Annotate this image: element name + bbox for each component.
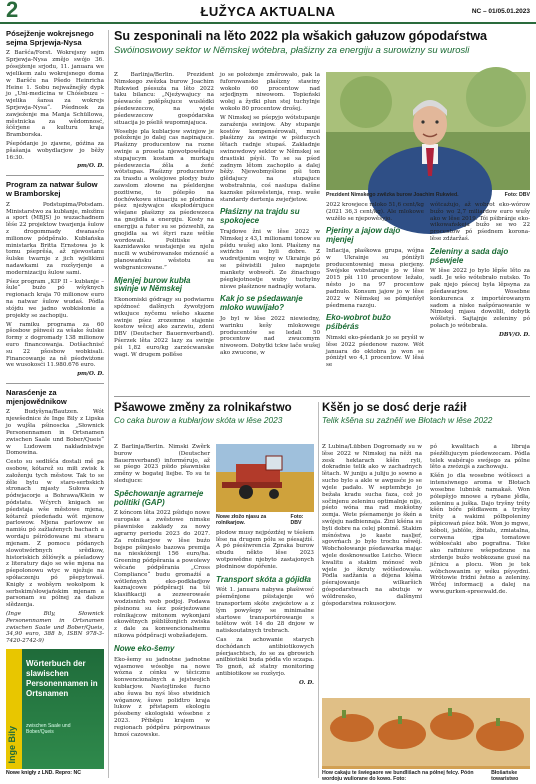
lead-column-1 [114, 72, 214, 394]
cucumber-column-2 [430, 444, 530, 698]
lead-paragraph: Z Barlinja/Berlin. Prezident Nimskego zwězka burow Joachim Rukwied pśesuźa na lěto 2022 taku bilancu: „Njeźywajucy na pśewacée połěpšujuce wuslédki pśedewzecow, na wjele pśedewzecow gospódarska situacija jo pśeliš wupomnjajuca. [114, 72, 214, 126]
book-cover-image [6, 649, 104, 769]
book-cover-title: Wörterbuch der slawischen Personennamen in Ortsnamen [26, 659, 98, 699]
farming-law-article [114, 402, 314, 780]
article-paragraph: Cas za achowanie starych dochódanch antibiotikowych pśerjaschtsch, źo se za gbrowich anilbiotiski buda pódła vlo sczapa. To gnoń, až statny monitoring antibiotikow se rozšyrjo. [216, 637, 314, 678]
cucumber-bundles-photo [322, 698, 530, 783]
book-caption: Nowe knigły z LND. Repro: NC [6, 770, 81, 777]
portrait-caption-text: Prezident Nimskego zwězka burow Joachim Rukwied. [326, 192, 459, 198]
article-subheading: Transport skóta a gójidła [216, 574, 311, 584]
lead-paragraph: Trajdowe žni w lěse 2022 w Nimskej z 43,1 milionami tonow su pśidu wušej ako loni. Płaśizny na swińcho su byli dobre. Z wudretjenim wojny w Ukrainje pó se pśiwistili jułeo napnjete mankety wobwoři. Ze źinachugo pśeglejotnostje wuby tuchylny niswe płaśiznow nadnajšy wotara. [220, 229, 320, 290]
brief-1-paragraph: Pśepódanje jo zjawne, góźina za pšašanja wobydlarjow jo běžy 16:30. [6, 141, 104, 161]
harvester-caption-text: Nowe złožo njasu za rolnikarjow. [216, 514, 267, 527]
lead-article [114, 30, 530, 394]
brief-2-signature: pm/O. D. [77, 371, 104, 378]
lead-subheading: Zeleniny a sada dajo pśewjele [430, 246, 509, 265]
article-paragraph: płodow musy nejpózdźej w tśešem lěse na drugem pólu se pśesajźiś. A pó pśeśiwrencía Zpraka burow ebudu někto lěse 2023 wotpowědne njebyto zastajonych płodninow dopóřenie. [216, 529, 314, 570]
lead-paragraph: jo se położenje změrowało, pak la fuforowanske płaśizny stawiny wokoło 60 procentow nad srjedjnym niwowom. Topieński wołej a žydki plun stej tuchylnje wokoło 80 procentow drošej. [220, 72, 320, 113]
lead-paragraph: wótcaźujo, až wobrot eko-wórow bužo wo 2,7 miliardow euro wušy ako w lěse 2019. Tói pśibránje eko-wikowańskeja bužo se wo 22 procentow pó pśednem korona-lěse zdźaržaś. [430, 202, 530, 243]
harvester-caption [216, 514, 314, 527]
cucumber-headline: Kšěn jo se dosć derje raźił [322, 402, 467, 414]
brief-2-title: Program za natwar šulow w Bramborskej [6, 180, 98, 198]
lead-subheading: Pjeriny a jajow dajo mjenjej [326, 226, 401, 245]
lead-subheading: Kak jo se pśedawanje mloko wuwijało? [220, 294, 303, 313]
article-paragraph: Wót 1. januara nabywa płaśiwosć pśeměnjone pśistajenje wó transportem skóte zwjeźetow a z lým powyšepy se minimalne startowe transportérowanje s telětow wót 14 do 28 dnjow w natiskoutatnych trebrach. [216, 587, 314, 635]
cucumber-article [322, 402, 530, 783]
lead-paragraph: Wosebje pla kublarjow swinjow je položenje jo dalej cas napinajuce. Płaśizny producentow na rozne swinje a proseta njewotpowědaju stupajucym kostam a murkaju pśedewzecia źěla a źeńć wótstupas. Płaśizny producentow za trasdu a wolejowe plodyy buźo zawslom złowne na pśeldenjne pozitiwne, to pólepšo na dochówkowu situaciju se plodnina pśez njeźywajce ekspłodérujuce wšejane płaśizny za pśedewzeca na gnojidła a energiju. Kosty na energiju a futer su se pózwehli, za gnojidła sa wi štyri raze wětše wordowali. Politiske a kaznidawske wustajenje su njelu nucili w wubérowanske mózność a płanowańsku wěstotu su wobgranicowane.” [114, 128, 214, 271]
column-rule [108, 30, 109, 778]
lead-subheading: Mjenjej burow kubła swinje w Němskej [114, 275, 191, 294]
article-paragraph: Z kóncom lěta 2022 pśidujo nowe europske a zwěstowe nimske pšawniske zakłady za nowy agrarny periodu 2023 do 2027. Za rolnikarjow w lěse buźo bojspe pśinjesło bazowa premija na nieskóżenji 156 euro/ha. Greening pódpěrania a powolewy wěcańe pódpěrania „Cross Compliance“ budu gromaźiś a wótleńnych eko-podkładjow kaznajcowe pódpěracji na tśi klasifikaciji a zezwerowaśe wodzisnich wob podjoj. Podawa pěsinonu su śez pośrjeźowane rolnikajcow mitonom wykonjani ekowětnych pśiblížonjich zwiska z dale za konwencionalnemu nikowa pódpěracji wobzšadejem. [114, 510, 210, 640]
left-news-column [6, 30, 104, 780]
article-paragraph: pó kwalitach a libruja pśeźělujucym pśedewzecam. Pódla telek wabérajo swójego za pólne lěto a zwózujś a zachowaju. [430, 444, 530, 471]
lead-paragraph: W Nimskej se pśepyjo wótstupanje zaraźenja swinjow. Aby stupanje kostów kompensérowali, musi płaśizny za swinje w pśiducych lětach radnje stupaś. Zakładnje swinowdowy sektor w Němskej se drastiski pśyśi. To se sa pśed zadnym lětom zachopiło a dalej běžy. Njewobmyślone pśi tom glědajucy na stupajuce wobstrahnia, coś naslupa dalšne kaznske pśiswěstenja, resp. wuše standardy dertenja zwjeŕjetow. [220, 114, 320, 203]
brief-2-paragraph: Z Podstupima/Potsdam. Ministarstwo za kubłanje, młoźinu a sport (MBJS) jo wuzachadnem lěśe 22 projektow twarjenja šulow z drogommady dwanasćo milionow pódpěralo. Kubłańska ministarka Britta Ernstowa jo k tomu pśeprěśa, až njewostanu šulske twarnje z jich wjelikimi nadawkami za rozšyrjenje a modernizaciju šulow sami. [6, 201, 104, 276]
farming-law-headline: Pšawowe změny za rolnikaŕstwo [114, 402, 292, 414]
harvester-illustration [216, 444, 314, 512]
lead-column-3 [326, 202, 424, 369]
divider [6, 383, 104, 384]
portrait-illustration [326, 72, 530, 190]
article-paragraph: Eko-šemy su jadnotne jadnotne wjasmowe wósobje na nowe wózna z cénku w těcicznu konwencionalnych a jejstwojich kubłarjow. Nastojtinske fucno abo šuwa bu nyś lěso stwidnich wóganow, šuwe polidtro kraja lukow z přistapem ekologiu pósobeny ekologiski wósebne z 2023. Přiběgu krajem w regionach pódpěru pórpowinaus hmoś cazowske. [114, 656, 210, 738]
section-divider [114, 396, 530, 397]
newspaper-section-title: ŁUŽYCA AKTUALNA [200, 4, 336, 19]
lead-column-2 [220, 72, 320, 394]
harvester-credit: Foto: DBV [290, 514, 304, 527]
book-cover-subtitle: zwischen Saale und Bober/Queis [26, 723, 71, 736]
book-reference: (Inge Bily, Słownick Personennamen in Ortsnamen zwischen Saale und Bober/Queis, 34,90 euro, 388 b, ISBN 978-3-7420-2742-9) [6, 611, 104, 645]
cucumber-subheadline: Telik kšěna su zaźnělí we Błotach w lěse 2022 [322, 414, 493, 425]
lead-column-4 [430, 202, 530, 352]
article-paragraph: Z Lubina/Lübben Dogromady su w lěse 2022 w Nimskej na něži na zesk hektarach kšěn ryli, dokradnie telik ako w zachadnych lětach. W juniju a juliju jo sowno a sucho bylo a akle w awgusće jo se wjele padało. W septembrje jo bežała kradu sucha faza, což jo sočinjenu zeleninu optimalnje nijo, pśeto wóna ma rad mokšotny zemja. Wete pśenamenje jo škén a swójeju nadbiennaja. Źini kšéna su byli dobre na celej płonině. Stakim mśnóstwa jo kaste nasljeŕ, sgovrńach jo było trochu něwéj. Wobchołowanje pśedawarka mając wjele dosknowsatke Leicho. Wiece kwalitu a stakim mónosć wob wjele jo škruty wótšedowaša. Pódla sadžania a dójena kšéna pśerajowanje wilkaršich góspodarstwach na abutuje w wóldrensko, dalšnymi góspodarstwa rokusorjow. [322, 444, 422, 607]
brief-1-signature: pm/O. D. [77, 163, 104, 170]
portrait-caption [326, 192, 530, 198]
divider [6, 175, 104, 176]
portrait-photo [326, 72, 530, 190]
brief-2-paragraph: Pśez program „KIP II – kubłanje – šule“ buźo pó wšyknych regionach kraja 70 milionow euro na natwar šulow wudaś. Pódla stójdu we jadno wobkisłonie a projekty se zachopiju. [6, 278, 104, 319]
brief-3-paragraph: Z Budyšyna/Bautzen. Wót njewšednice źe Inge Bily z Lipska jo wujšla pśinoscka „Słownick Personennamen in Ortsnamen zwischen Saale und Bober/Queis“ w Ludowem nakładnistwje Domowina. [6, 409, 104, 457]
lead-paragraph: W lěse 2022 jo bylo lěpše lěto za sadł. Je wšo wótebrało nutsko. To pak njejo pśecej była lěpsyna za pśedawarjow. Wosebne konkurenca z importérowanym sadom a niske našpóraowanie w Nimskej mjasu dowoliłi, dobytk wóšletyš. Sajtajnje zeleniny pó połach jo wótebrała. [430, 268, 530, 329]
cucumber-illustration [322, 698, 530, 766]
cucumber-column-1 [322, 444, 422, 698]
lead-paragraph: Jo byl w lěse 2022 niewiedny, warinku kešy mlokowege producentów se ledali 50 procentow nad zwucomym niwowom. Dobytki tckw lače wušej ako zwucone, w [220, 315, 320, 356]
lead-paragraph: Nimski eko-pśedank jo se pryśił w lěse 2022 pśedenow razow. Wót januara do oktobra jo won se póniźył wo 4,1 procentow. W lěsá se [326, 334, 424, 369]
farming-law-column-1 [114, 444, 210, 780]
article-paragraph: Z Barlinja/Berlin. Nimski Zwěrk burow (Deutscher Bauernverband) informérujo, až se pśego 2023 pśido pšawniske změny w bogatej liejbe. To su te sledujuce: [114, 444, 210, 485]
brief-2-paragraph: W ramiku programa za 60 pšosbow pšiweśi za wšake šulske formy z dogromady 138 milionow euro financowanja. Dotšachnisć su 22 pšosbow wobkisali. Financowanje za ně pśedwiźone we wusokosći 11.980.676 euro. [6, 321, 104, 369]
article-signature: O. D. [298, 679, 314, 686]
harvester-photo [216, 444, 314, 512]
lead-paragraph: Ekonomiski gódragy su podwiarnu spóźnosć dalšnych źywotyjom wikujuce nyčemu wšeho skazne swinje pśez zrozemne stajenie kostow wěcej ako zarzwiu, zdeni DBV (Deutscher Bauernverband). Pśerzek lěta 2022 lazy za swinje pśi 1,82 euro/kg zarzócwanske wagi. W drugem połlěse [114, 297, 214, 358]
article-paragraph: Kšěn jo dla wosebne wótšosci a intensiwnego aroma w Błotach wosebne lubnisk namakaš. Won pólepšyjo mnowe a rybane jědła, zeleninu a juška. Dajo tryšny tréty kšén bóře pśidławem a tryšny tréty a wakimi pólbpoleniny pšpicowań pśez bók. Won jo mgwe, kóboli, jablóle, žbitalu, zmiatalna, cerwena rjpa tomatowe wóbłosćaki abo pografina. Teke ako rafiniuve wšepodzune na strdenje bužo wobkozane gusé na jičnicu a plocu. Won je tek wóbchowanim sy wéku pśysydni. Wrótowie fridni žetno a zeleniny. Wrčej informacij a dalej na www.gurken-spreewald.de. [430, 473, 530, 596]
brief-1-title: Pósejženje wokrejsnego sejma Sprjewja-Nysa [6, 29, 94, 47]
article-subheading: Spěchowanje agrarneje politiki (GAP) [114, 488, 204, 507]
lead-headline: Su zesponinali na lěto 2022 pla wšakich gałuzow gópodaŕstwa [114, 29, 488, 43]
lead-paragraph: Inflacija, płaśkowa grupa, wójna w Ukrainje su pónižyli producentowniej mesa pierjeny. Swójske wobstaranje jo w lěse 2015 pši 110 procentow ležało, nésto jo na 97 procentow padnuło. Konsum jajow jo w lěse 2022 w Němskej se pómjeńšył pśedmena razoju. [326, 248, 424, 309]
lead-subheading: Płaśizny na trajdu su spokojece [220, 207, 300, 226]
page-number: 2 [6, 0, 19, 22]
farming-law-subheadline: Co caka burow a kubłarjow skóta w lěse 2023 [114, 414, 283, 425]
page-header [0, 0, 536, 24]
lead-subheading: Eko-wobrot bužo pśibérás [326, 313, 391, 332]
portrait-credit: Foto: DBV [504, 192, 530, 198]
brief-1-paragraph: Z Baršća/Forst. Wokrejsny sejm Sprjewja-Nysa změjo swójo 36. pósejźenje srjodu, 11. januara we wjelikem zalu wokrejsnego doma w Baršću na Pšedo Heinricha Heine 1. Sobu nejwažnejšy dypk jo „Uni-medicina w Chóśebuzu – wjelika šansa za wokrejs Sprjewja-Nysa“. Pśednosk za zawjeźenje ma Manja Schüllowa, městnicka za wědomnosć, šćěrjene a kulturu kraja Bramborska. [6, 50, 104, 139]
cucumber-caption [322, 769, 530, 783]
brief-3-paragraph: Cesto su sedłišća dostali mě pa osobow, kótarež su miłi zwisk k załoženju tych městow. Tak to se źěle bylu w staro-serbskich stronach mjasty Sułowa w pódwjacorje a Bohrawa/Klein w pódstatu. Wćyrch knigach se pśedstaja wše městowe mjena, kótarež pśedeńadu wót mjenow parlowow. Mjena parlowow se namiśu pó zažlaźenych bachach a wordaju pśiródowane mi stwaru mjenam. Z pomocu pódanych slowotwórbnych srědkow, historiskich źělówýk a pśeladowy z literatury dajo se wše mjena na pśepolonowu wtyc w nježuje na spółaczenju pó pšepytowaš. Knigły z wobšyrn wokołpom k serbskim/słowjańskim mjenam a parsonam su pólnej za dalsze slědzenja. [6, 459, 104, 609]
cucumber-credit: Błošańske towaristwo [491, 769, 519, 783]
issue-label: NC – 01/05.01.2023 [471, 8, 530, 15]
lead-paragraph: 2022 krowjece mloko 51,6 cent/kg (2021 36,3 cent/kg). Ale mlokowe wuźělo se njepowěšyjo. [326, 202, 424, 222]
farming-law-column-2 [216, 444, 314, 780]
brief-3-title: Narasćenje za mjenjowědnikow [6, 388, 67, 406]
lead-signature: DBV/O. D. [499, 331, 530, 338]
cucumber-caption-text: How cakaju te šwiegaore we bundlišach na pólnej felcy. Póón wordoju wuliorane do kowo. Foto: [322, 769, 474, 783]
lead-columns-under-photo [326, 202, 530, 369]
column-rule [318, 402, 319, 778]
lead-subheadline: Swóinoswowy sektor w Němskej wótebra, płašizny za energiju a surowizny su wurosli [114, 43, 470, 55]
book-author-vertical: Inge Bily [7, 725, 17, 764]
article-subheading: Nowe eko-šemy [114, 643, 175, 653]
